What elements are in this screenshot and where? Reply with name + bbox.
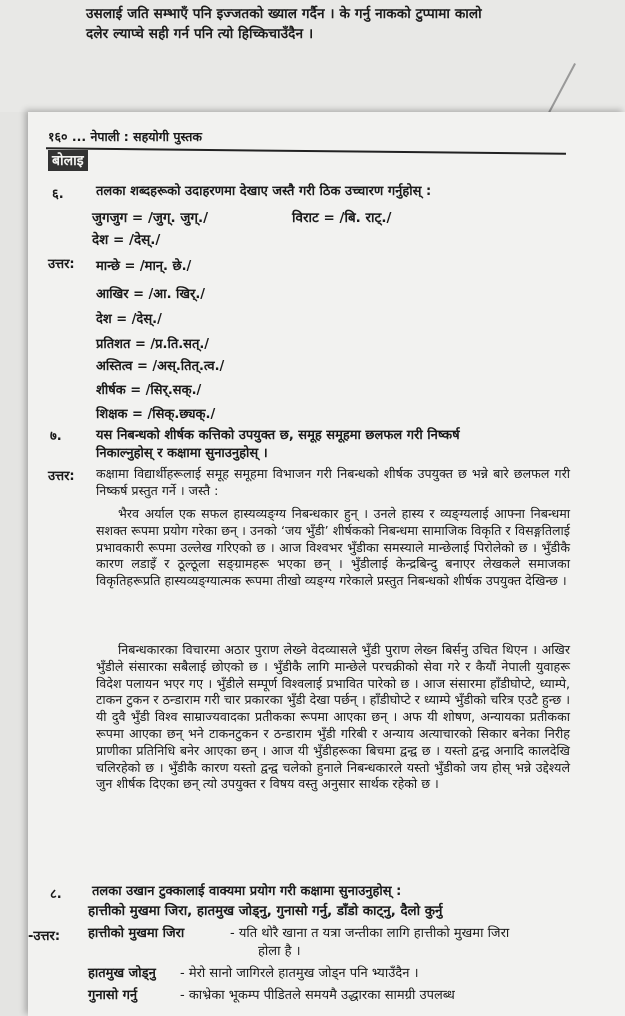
section-title: बोलाइ — [48, 150, 88, 171]
question-prompt: निकाल्नुहोस् र कक्षामा सुनाउनुहोस् । — [96, 446, 268, 461]
answer-label: -उत्तर: — [28, 929, 61, 944]
example-item: विराट = /बि. राट्./ — [292, 210, 392, 226]
idiom-sentence: - मेरो सानो जागिरले हातमुख जोड्न पनि भ्याउँदैन । — [180, 966, 419, 981]
example-item: देश = /देस्./ — [92, 232, 161, 248]
question-prompt: तलका उखान टुक्कालाई वाक्यमा प्रयोग गरी कक्षामा सुनाउनुहोस् : — [92, 884, 402, 899]
question-number: ७. — [50, 429, 62, 444]
answer-intro: कक्षामा विद्यार्थीहरूलाई समूह समूहमा विभाजन गरी निबन्धको शीर्षक उपयुक्त छ भन्ने बारे छलफल गरी निष्कर्ष प्रस्तुत गर्ने । जस्तै : — [96, 466, 570, 498]
idiom-sentence: होला है । — [258, 944, 301, 959]
answer-item: शिक्षक = /सिक्.छ्यक्./ — [96, 407, 216, 422]
answer-paragraph: भैरव अर्याल एक सफल हास्यव्यङ्ग्य निबन्धकार हुन् । उनले हास्य र व्यङ्ग्यलाई आफ्ना निबन्धमा सशक्त रूपमा प्रयोग गरेका छन् । उनको ‘जय भुँडी’ शीर्षकको निबन्धमा सामाजिक विकृति र विसङ्गतिलाई प्रभावकारी रूपमा उल्लेख गरिएको छ । आज विश्वभर भुँडीका समस्याले मान्छेलाई पिरोलेको छ । भुँडीकै कारण लडाइँ र ठूल्ठूला सङ्ग्रामहरू भएका छन् । भुँडीलाई केन्द्रबिन्दु बनाएर लेखकले समाजका विकृतिहरूप्रति हास्यव्यङ्ग्यात्मक रूपमा तीखो व्यङ्ग्य गरेकाले प्रस्तुत निबन्धको शीर्षक उपयुक्त देखिन्छ । — [96, 506, 570, 589]
answer-label: उत्तर: — [48, 257, 75, 272]
previous-page-line: उसलाई जति सम्भाएँ पनि इज्जतको ख्याल गर्दैन । के गर्नु नाकको टुप्पामा कालो — [86, 6, 482, 22]
question-prompt: यस निबन्धको शीर्षक कत्तिको उपयुक्त छ, समूह समूहमा छलफल गरी निष्कर्ष — [96, 428, 460, 443]
answer-item: मान्छे = /मान्. छे./ — [96, 259, 192, 274]
answer-label: उत्तर: — [48, 469, 75, 484]
question-prompt: तलका शब्दहरूको उदाहरणमा देखाए जस्तै गरी ठिक उच्चारण गर्नुहोस् : — [96, 184, 432, 199]
example-item: जुगजुग = /जुग्. जुग्./ — [92, 210, 208, 226]
idiom-sentence: - काभ्रेका भूकम्प पीडितले समयमै उद्धारका सामग्री उपलब्ध — [180, 988, 455, 1003]
answer-paragraph: निबन्धकारका विचारमा अठार पुराण लेख्ने वेदव्यासले भुँडी पुराण लेख्न बिर्सनु उचित थिएन । अखिर भुँडीले संसारका सबैलाई छोएको छ । भुँडीकै लागि मान्छेले परचक्रीको सेवा गरे र कैयौं नेपाली युवाहरू विदेश पलायन भएर गए । भुँडीले सम्पूर्ण विश्वलाई प्रभावित पारेको छ । आज संसारमा हाँडीघोप्टे, ध्याम्पे, टाकन टुकन र ठन्डाराम गरी चार प्रकारका भुँडी देखा पर्छन् । हाँडीघोप्टे र ध्याम्पे भुँडीको चरित्र एउटै हुन्छ । यी दुवै भुँडी विश्व साम्राज्यवादका प्रतीकका रूपमा आएका छन् । अफ यी शोषण, अन्यायका प्रतीकका रूपमा आएका छन् भने टाकनटुकन र ठन्डाराम भुँडी गरिबी र अन्याय अत्याचारको सिकार बनेका निरीह प्राणीका प्रतिनिधि बनेर आएका छन् । आज यी भुँडीहरूका बिचमा द्वन्द्व छ । यस्तो द्वन्द्व अनादि कालदेखि चलिरहेको छ । भुँडीकै कारण यस्तो द्वन्द्व चलेको हुनाले निबन्धकारले यस्तो भुँडीको जय होस् भन्ने उद्देश्यले जुन शीर्षक दिएका छन् त्यो उपयुक्त र विषय वस्तु अनुसार सार्थक रहेको छ । — [96, 642, 570, 792]
idiom-term: हातमुख जोड्नु — [88, 966, 156, 981]
page-header: १६० ... नेपाली : सहयोगी पुस्तक — [48, 129, 203, 144]
question-number: ६. — [52, 187, 64, 202]
answer-item: आखिर = /आ. खिर्./ — [96, 287, 206, 302]
idiom-term: गुनासो गर्नु — [88, 988, 138, 1003]
previous-page — [0, 0, 625, 112]
previous-page-line: दलेर ल्याप्चे सही गर्न पनि त्यो हिच्किचाउँदैन । — [86, 26, 314, 42]
idiom-sentence: - यति थोरै खाना त यत्रा जन्तीका लागि हात्तीको मुखमा जिरा — [230, 926, 510, 941]
answer-item: शीर्षक = /सिर्.सक्./ — [96, 383, 202, 398]
idiom-term: हात्तीको मुखमा जिरा — [88, 926, 185, 941]
answer-item: देश = /देस्./ — [96, 312, 162, 327]
idiom-list: हात्तीको मुखमा जिरा, हातमुख जोड्नु, गुनासो गर्नु, डाँडो काट्नु, दैलो कुर्नु — [88, 904, 443, 919]
question-number: ८. — [50, 887, 62, 902]
answer-item: प्रतिशत = /प्र.ति.सत्./ — [96, 337, 210, 352]
page-fold — [546, 63, 576, 117]
answer-item: अस्तित्व = /अस्.तित्.त्व./ — [96, 359, 225, 374]
